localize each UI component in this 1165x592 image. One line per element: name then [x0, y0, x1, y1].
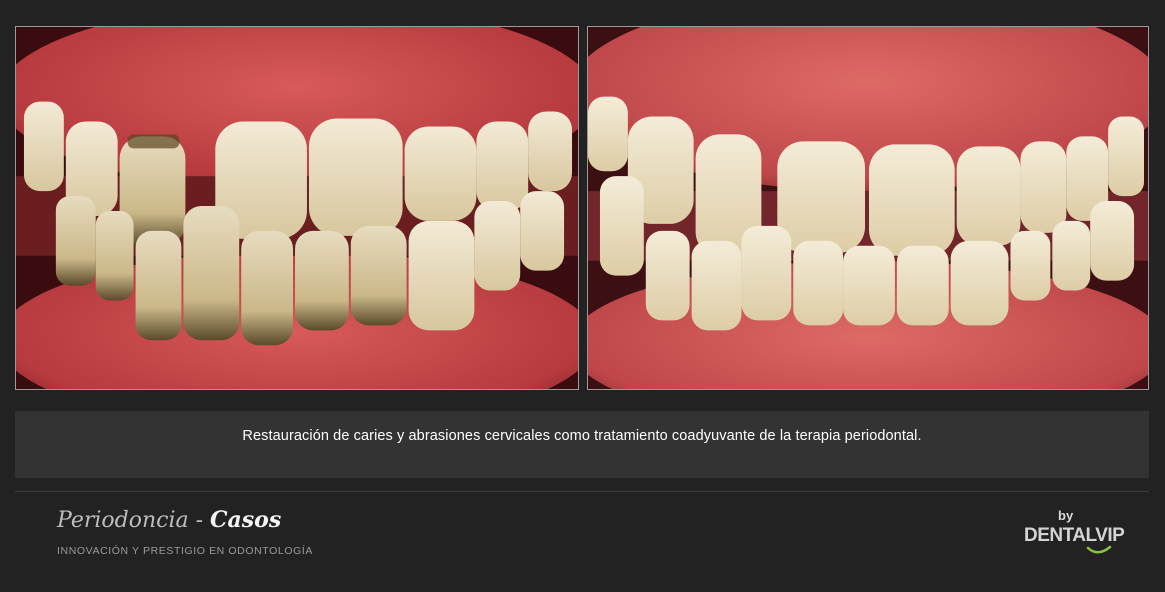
logo-accent: VIP: [1095, 525, 1125, 546]
before-photo: [15, 26, 579, 390]
caption-text: Restauración de caries y abrasiones cervicales como tratamiento coadyuvante de la terapia periodontal.: [242, 428, 922, 444]
caption-bar: [15, 411, 1149, 478]
logo-swoosh-icon: [1086, 545, 1112, 557]
dentalvip-logo: [1024, 525, 1124, 547]
after-photo: [587, 26, 1149, 390]
brand-tagline: INNOVACIÓN Y PRESTIGIO EN ODONTOLOGÍA: [57, 545, 313, 557]
brand-title: [57, 507, 281, 533]
by-label: by: [1058, 508, 1074, 523]
logo-main: DENTAL: [1024, 525, 1096, 546]
brand-title-main: Periodoncia -: [57, 508, 211, 533]
footer-divider: [15, 491, 1149, 492]
brand-title-accent: Casos: [210, 507, 282, 533]
